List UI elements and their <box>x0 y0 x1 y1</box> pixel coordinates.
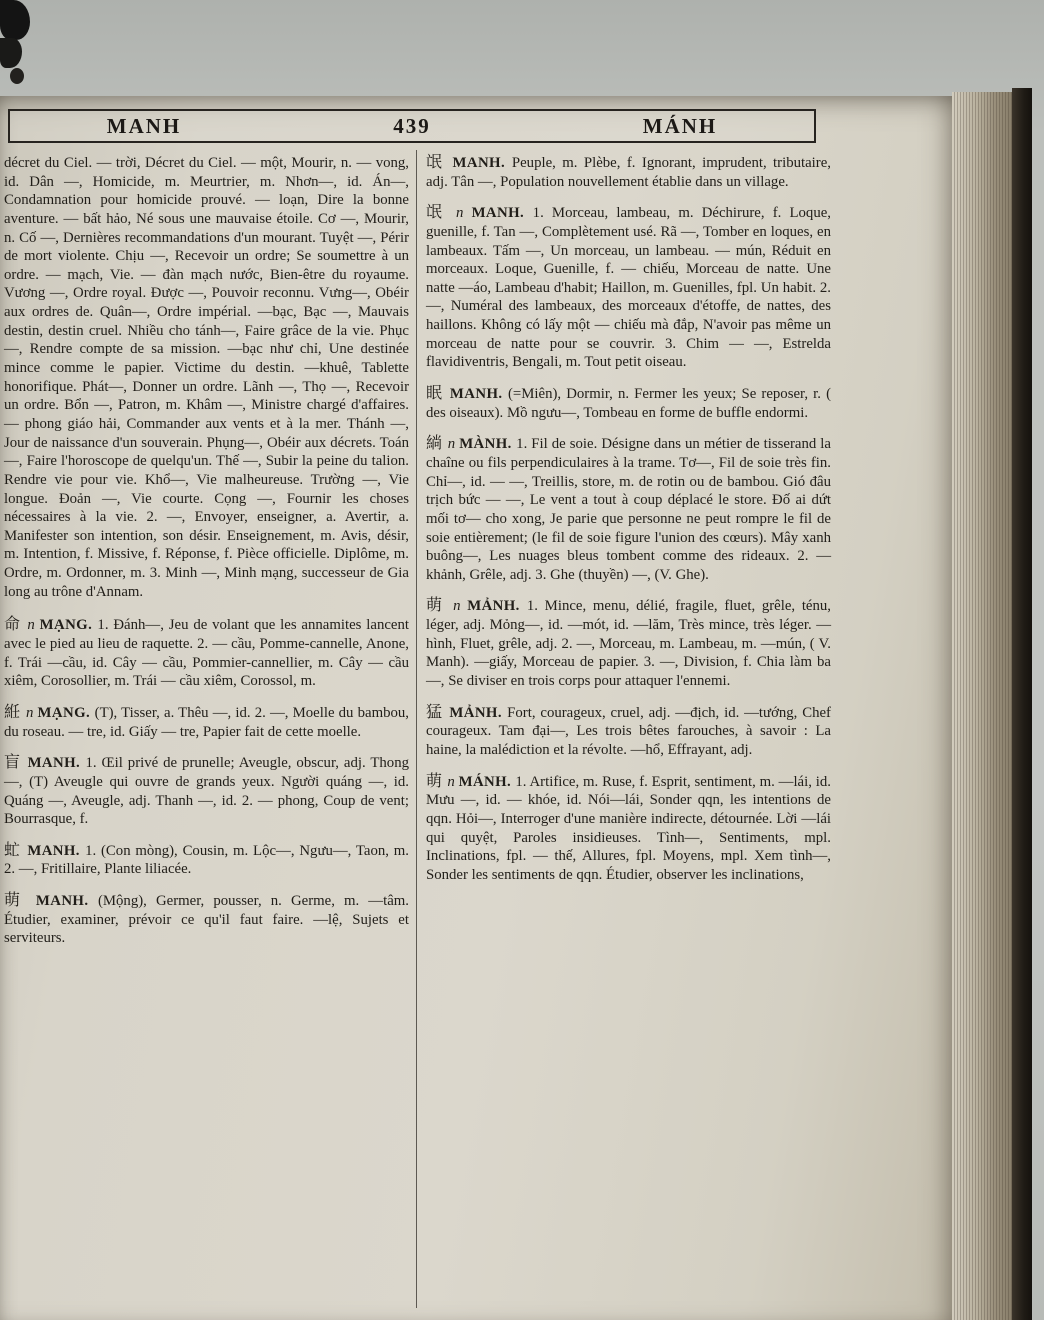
cjk-character: 絍 <box>4 701 26 721</box>
dictionary-entry-continuation <box>4 152 409 601</box>
entry-body: 1. Morceau, lambeau, m. Déchirure, f. Loque, guenille, f. Tan —, Complètement usé. Rã —, Tomber en loques, en lambeaux. Tấm —, Un morceau, un lambeau. — mún, Réduit en morceaux. Loque, Guenille, f. — chiếu, Morceau de natte. Une natte —áo, Lambeau d'habit; Haillon, m. Guenilles, fpl. Un habit. 2. —, Numéral des lambeaux, des morceaux d'étoffe, de nattes, des haillons. Không có lấy một — chiếu mà đắp, N'avoir pas même un morceau de natte pour se couvrir. 3. Chim — —, Estrelda flavidiventris, Bengali, m. Tout petit oiseau. <box>426 205 831 371</box>
column-divider <box>416 150 417 1308</box>
header-left-word: MANH <box>106 113 182 138</box>
cjk-character: 虻 <box>4 839 28 859</box>
cjk-character: 萌 <box>4 890 36 910</box>
book-fore-edge <box>952 92 1012 1320</box>
header-right-word: MÁNH <box>642 113 718 138</box>
grammar-marker: n <box>456 205 472 222</box>
entry-body: 1. Artifice, m. Ruse, f. Esprit, sentiment, m. —lái, id. Mưu —, id. — khóe, id. Nói—lái, Sonder qqn, les intentions de qqn. Hỏi—, Interroger d'une manière indirecte, détournée. Lời —lái qui quyệt, Paroles insidieuses. Tình—, Sentiments, mpl. Inclinations, fpl. — thế, Allures, fpl. Moyens, mpl. Xem tình—, Sonder les sentiments de qqn. Étudier, observer les inclinations, <box>426 773 831 883</box>
headword: MANH. <box>471 205 533 222</box>
dictionary-entry <box>426 202 831 372</box>
headword: MẢNH. <box>449 704 508 721</box>
entry-body: Fort, courageux, cruel, adj. —địch, id. —tướng, Chef courageux. Tam đại—, Les trois bêtes farouches, à savoir : La haine, la malédiction et la révolte. —hổ, Effrayant, adj. <box>426 704 831 758</box>
dictionary-entry <box>4 702 409 741</box>
headword: MẠNG. <box>39 617 98 634</box>
entry-body: (T), Tisser, a. Thêu —, id. 2. —, Moelle du bambou, du roseau. — tre, id. Giấy — tre, Papier fait de cette moelle. <box>4 704 409 740</box>
ink-stain <box>0 38 22 68</box>
grammar-marker: n <box>453 598 468 615</box>
entry-body: (=Miên), Dormir, n. Fermer les yeux; Se reposer, r. ( des oiseaux). Mồ ngưu—, Tombeau en forme de buffle endormi. <box>426 386 832 421</box>
cjk-character: 猛 <box>426 701 450 721</box>
dictionary-entry <box>4 752 409 829</box>
cjk-character: 盲 <box>4 752 28 772</box>
headword: MANH. <box>449 386 508 403</box>
dictionary-entry <box>426 702 831 760</box>
headword: MẢNH. <box>467 598 527 615</box>
headword: MANH. <box>35 893 98 910</box>
headword: MÁNH. <box>458 773 516 790</box>
cjk-character: 氓 <box>426 202 456 222</box>
headword: MANH. <box>452 155 512 171</box>
dictionary-entry <box>426 383 831 422</box>
left-column <box>4 152 409 959</box>
page-number: 439 <box>393 113 431 138</box>
book-cover-edge <box>1012 88 1032 1320</box>
right-column <box>426 152 831 895</box>
dictionary-entry <box>426 771 831 885</box>
entry-body: 1. Œil privé de prunelle; Aveugle, obscur, adj. Thong —, (T) Aveugle qui ouvre de grands yeux. Người quáng —, id. Quáng —, Aveugle, adj. Thanh —, id. 2. — phong, Coup de vent; Bourrasque, f. <box>4 755 409 828</box>
cjk-character: 氓 <box>426 152 453 171</box>
cjk-character: 眠 <box>426 383 450 403</box>
dictionary-entry <box>426 433 831 584</box>
headword: MẠNG. <box>37 704 95 721</box>
cjk-character: 緔 <box>426 433 448 453</box>
book-page <box>0 96 952 1320</box>
entry-body: 1. Mince, menu, délié, fragile, fluet, grêle, ténu, léger, adj. Mỏng—, id. —mót, id. —lăm, Très mince, très léger. —hình, Fluet, grêle, adj. 2. —, Morceau, m. Lambeau, m. —mún, ( V. Manh). —giấy, Morceau de papier. 3. —, Division, f. Chia làm ba—, Se diviser en trois corps pour attaquer l'ennemi. <box>426 598 831 690</box>
running-head <box>8 109 816 143</box>
entry-body: 1. Fil de soie. Désigne dans un métier de tisserand la chaîne ou fils perpendiculaires à la trame. Tơ—, Fil de soie très fin. Chỉ—, id. — —, Treillis, store, m. de rotin ou de bambou. Gió đâu trịch bức — —, Le vent a tout à coup déplacé le store. Đố ai dứt mối tơ— cho xong, Je parie que personne ne peut rompre le fil de soie entièrement; (le fil de soie figure l'union des cœurs). Mây xanh buông—, Les nuages bleus tombent comme des rideaux. 2. — khảnh, Grêle, adj. 3. Ghe (thuyền) —, (V. Ghe). <box>426 436 831 583</box>
ink-stain <box>10 68 24 84</box>
dictionary-entry <box>4 614 409 691</box>
dictionary-entry <box>4 840 409 879</box>
grammar-marker: n <box>447 773 459 790</box>
dictionary-entry <box>426 152 831 191</box>
entry-body: décret du Ciel. — trời, Décret du Ciel. — một, Mourir, n. — vong, id. Dân —, Homicide, m. Meurtrier, m. Nhơn—, id. Án—, Condamnation pour homicide prouvé. — loạn, Dire la bonne aventure. — bất hảo, Né sous une mauvaise étoile. Cơ —, Mourir, n. Cố —, Dernières recommandations d'un mourant. Tuyệt —, Périr de mort violente. Chịu —, Recevoir un ordre; Se soumettre à un ordre. — mạch, Vie. — đàn mạch nước, Bien-être du royaume. Vương —, Ordre royal. Được —, Pouvoir reconnu. Vưng—, Obéir aux ordres de. Quân—, Ordre impérial. —bạc, Bạc —, Mauvais destin, destin cruel. Nhiều cho tánh—, Faire grâce de la vie. Phục—, Rendre compte de sa mission. —bạc như chỉ, Une destinée mince comme le papier. Victime du destin. —khuê, Tablette honorifique. Phát—, Donner un ordre. Lãnh —, Thọ —, Recevoir un ordre. Bổn —, Patron, m. Khâm —, Ministre chargé d'affaires. — phong giáo hải, Commander aux vents et à la mer. Thánh —, Jour de naissance d'un souverain. Phụng—, Obéir aux décrets. Toán —, Faire l'horoscope de quelqu'un. Thế —, Subir la peine du talion. Rendre vie pour vie. Khổ—, Vie malheureuse. Trường —, Vie longue. Đoản —, Vie courte. Cọng —, Fournir les choses nécessaires à la vie. 2. —, Envoyer, enseigner, a. Avertir, a. Manifester son intention, son désir. Enseignement, m. Avis, désir, m. Intention, f. Missive, f. Réponse, f. Pièce officielle. Diplôme, m. Ordre, m. Ordonner, m. 3. Minh —, Minh mạng, successeur de Gia long au trône d'Annam. <box>4 155 409 600</box>
dictionary-entry <box>4 890 409 948</box>
entry-body: 1. Đánh—, Jeu de volant que les annamites lancent avec le pied au lieu de raquette. 2. — cầu, Pomme-cannelle, Anone, f. Trái —cầu, id. Cây — cầu, Pommier-cannellier, m. Cây — cầu xiêm, Corosollier, m. Trái — cầu xiêm, Corossol, m. <box>4 617 409 690</box>
cjk-character: 命 <box>4 614 28 634</box>
headword: MANH. <box>27 755 86 772</box>
cjk-character: 萌 <box>426 770 448 790</box>
entry-body: 1. (Con mòng), Cousin, m. Lộc—, Ngưu—, Taon, m. 2. —, Fritillaire, Plante liliacée. <box>4 842 409 878</box>
grammar-marker: n <box>25 704 38 721</box>
headword: MÀNH. <box>459 436 517 453</box>
cjk-character: 萌 <box>426 595 454 615</box>
dictionary-entry <box>426 595 831 690</box>
grammar-marker: n <box>27 617 40 634</box>
ink-stain <box>0 0 30 40</box>
entry-body: (Mộng), Germer, pousser, n. Germe, m. —tâm. Étudier, examiner, prévoir ce qu'il faut faire. —lệ, Sujets et serviteurs. <box>4 893 409 947</box>
entry-body: Peuple, m. Plèbe, f. Ignorant, imprudent, tributaire, adj. Tân —, Population nouvellement établie dans un village. <box>426 155 831 190</box>
headword: MANH. <box>27 842 86 859</box>
grammar-marker: n <box>447 436 460 453</box>
